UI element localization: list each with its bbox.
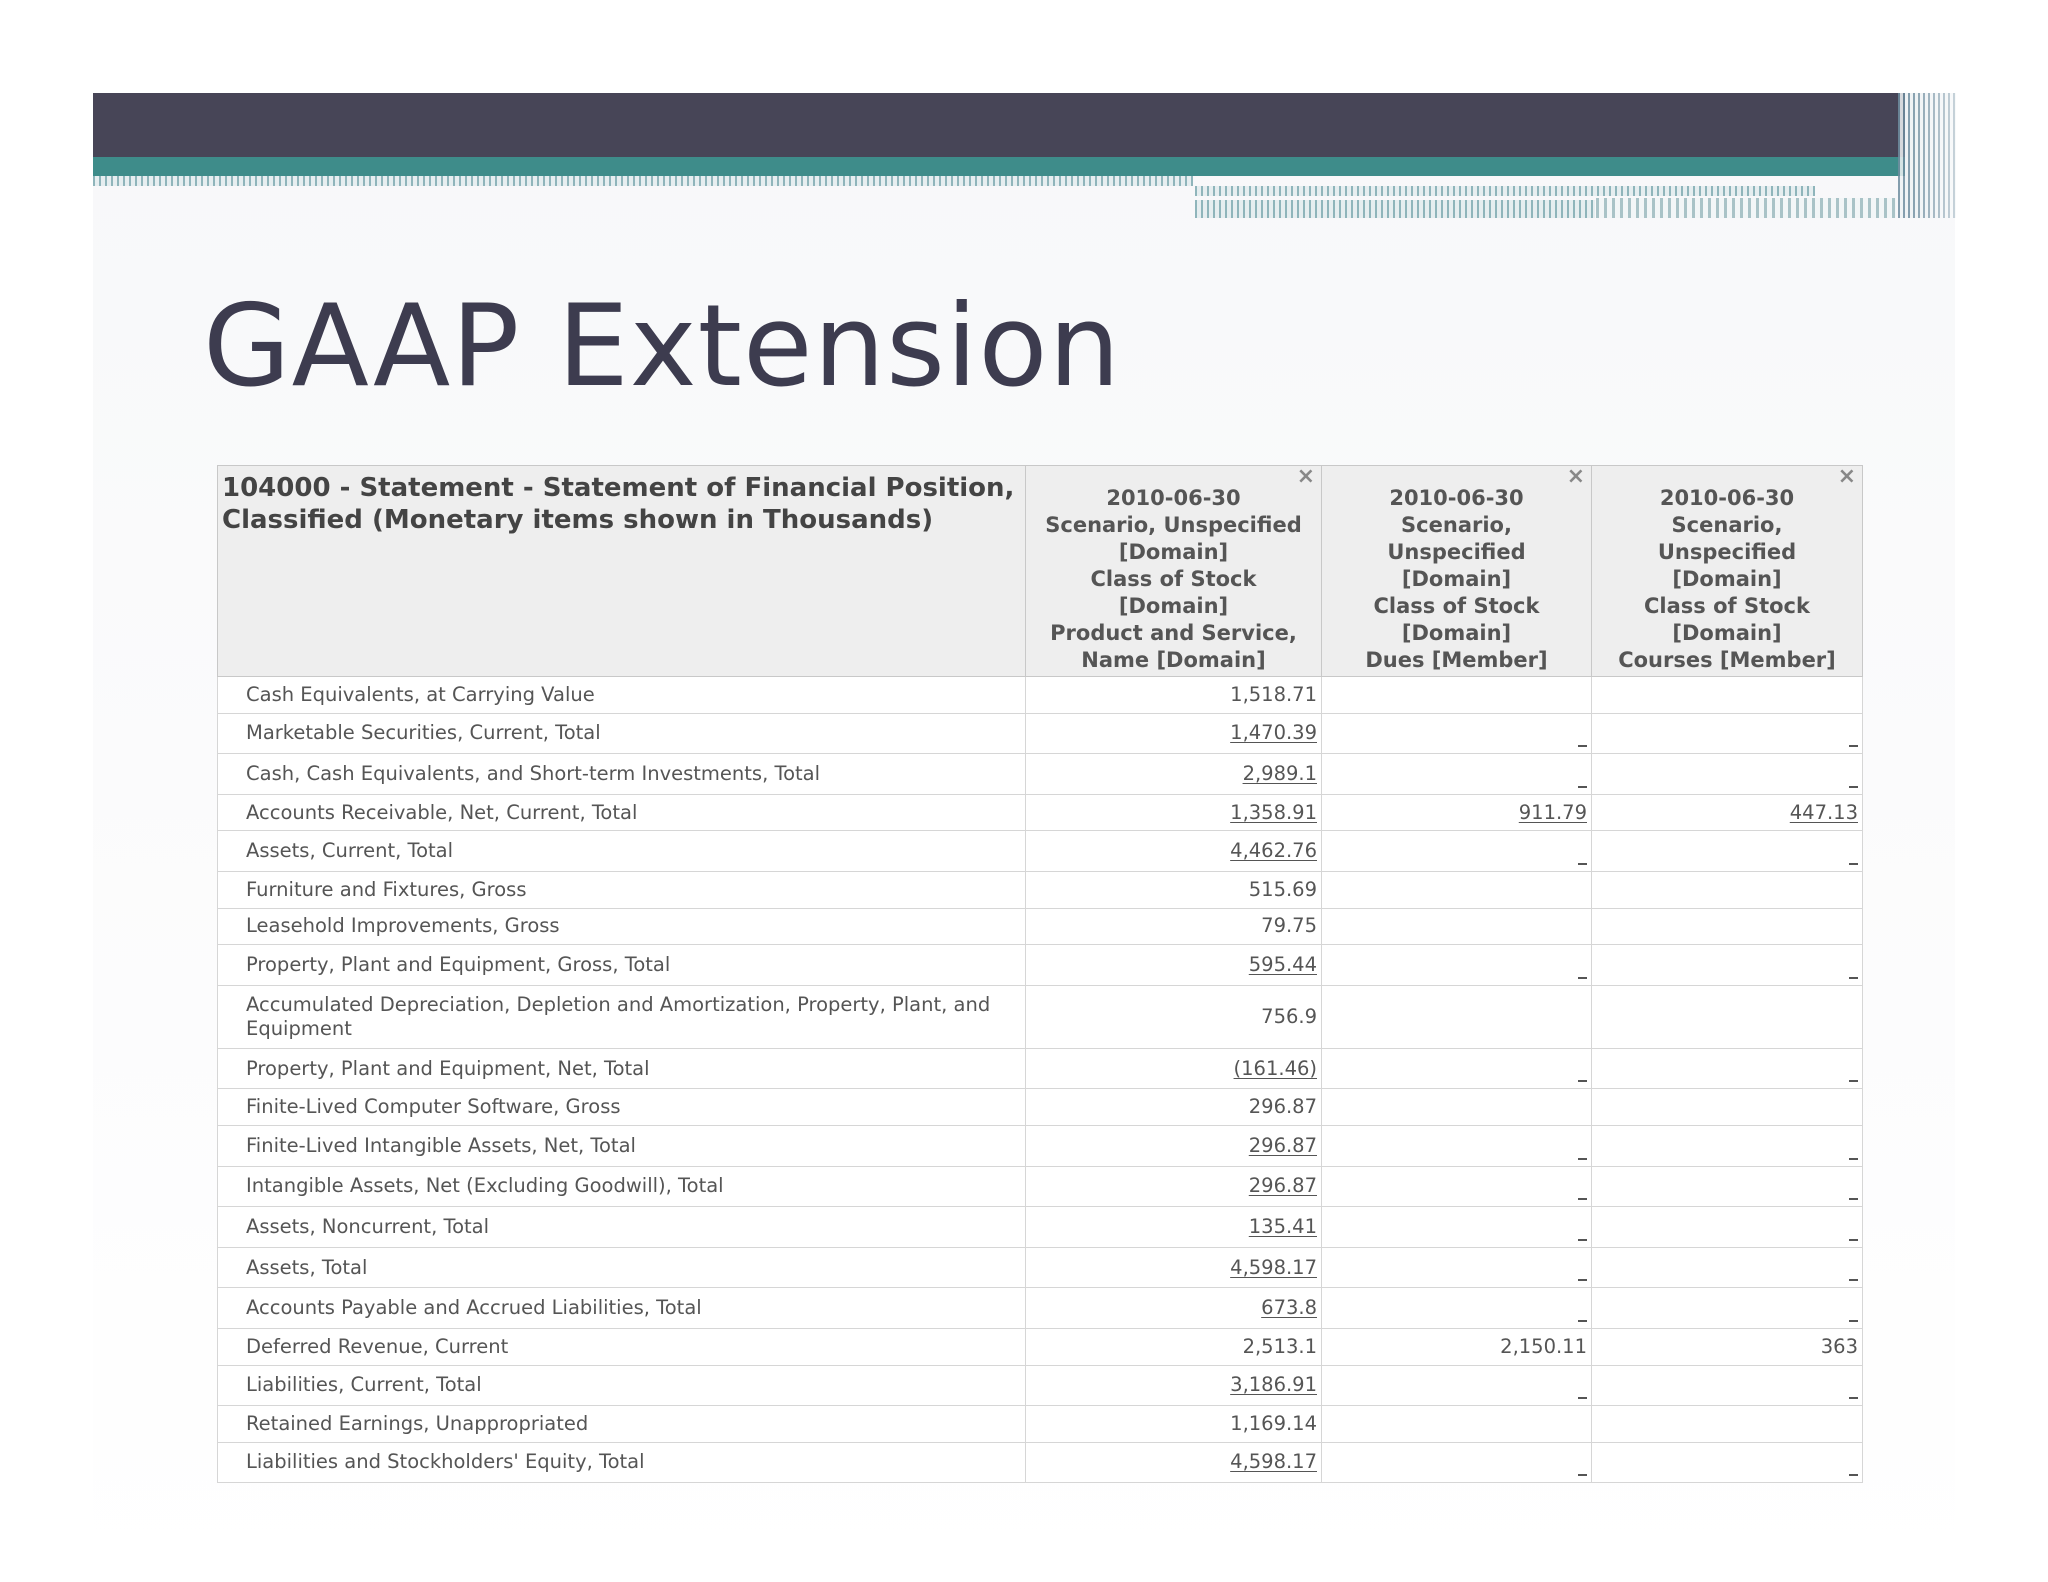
value-text: 1,518.71 xyxy=(1230,682,1317,706)
row-label: Finite-Lived Computer Software, Gross xyxy=(218,1089,1026,1126)
table-row xyxy=(218,1247,1863,1288)
value-cell xyxy=(1592,1166,1863,1207)
nil-dash xyxy=(1578,1198,1587,1200)
value-text: 4,598.17 xyxy=(1230,1450,1317,1474)
value-text: 673.8 xyxy=(1261,1296,1317,1320)
nil-dash xyxy=(1849,1158,1858,1160)
value-cell xyxy=(1592,831,1863,872)
report-title-cell xyxy=(218,466,1026,677)
value-cell xyxy=(1322,754,1592,795)
nil-dash xyxy=(1849,1198,1858,1200)
value-cell xyxy=(1322,1442,1592,1483)
value-text: 1,470.39 xyxy=(1230,721,1317,745)
row-label: Accounts Payable and Accrued Liabilities, Total xyxy=(218,1288,1026,1329)
table-row xyxy=(218,1328,1863,1365)
nil-dash xyxy=(1578,1158,1587,1160)
value-cell xyxy=(1322,713,1592,754)
header-hatch-stripe xyxy=(93,176,1193,186)
table-row xyxy=(218,1365,1863,1406)
value-text: 1,358.91 xyxy=(1230,800,1317,824)
value-cell xyxy=(1592,1125,1863,1166)
table-body xyxy=(218,677,1863,1483)
nil-dash xyxy=(1849,1397,1858,1399)
close-column-icon[interactable]: × xyxy=(1296,464,1315,489)
table-row xyxy=(218,1207,1863,1248)
value-cell xyxy=(1322,1166,1592,1207)
value-text: 447.13 xyxy=(1789,800,1858,824)
value-cell xyxy=(1592,754,1863,795)
value-text: 515.69 xyxy=(1248,877,1317,901)
report-title: 104000 - Statement - Statement of Financial Position, Classified (Monetary items shown in Thousands) xyxy=(222,473,1015,535)
nil-dash xyxy=(1578,1397,1587,1399)
row-label: Property, Plant and Equipment, Gross, Total xyxy=(218,945,1026,986)
value-cell xyxy=(1026,908,1322,945)
nil-dash xyxy=(1849,1474,1858,1476)
table-row xyxy=(218,831,1863,872)
table-row xyxy=(218,794,1863,831)
value-cell xyxy=(1026,1166,1322,1207)
row-label: Liabilities and Stockholders' Equity, Total xyxy=(218,1442,1026,1483)
column-header xyxy=(1322,466,1592,677)
table-row xyxy=(218,1089,1863,1126)
column-header xyxy=(1026,466,1322,677)
value-cell xyxy=(1592,1442,1863,1483)
value-text: 296.87 xyxy=(1248,1133,1317,1157)
table-header-row xyxy=(218,466,1863,677)
value-cell xyxy=(1322,794,1592,831)
row-label: Deferred Revenue, Current xyxy=(218,1328,1026,1365)
nil-dash xyxy=(1578,745,1587,747)
row-label: Marketable Securities, Current, Total xyxy=(218,713,1026,754)
value-cell xyxy=(1026,1048,1322,1089)
value-cell xyxy=(1026,1247,1322,1288)
value-cell xyxy=(1592,1207,1863,1248)
value-cell xyxy=(1322,1207,1592,1248)
value-text: 296.87 xyxy=(1248,1095,1317,1119)
table-row xyxy=(218,754,1863,795)
table-row xyxy=(218,1406,1863,1443)
value-cell xyxy=(1592,677,1863,714)
header-hatch-stripe xyxy=(1195,200,1595,218)
header-corner-ornament-fade xyxy=(1910,93,1956,218)
nil-dash xyxy=(1578,1239,1587,1241)
value-cell xyxy=(1322,831,1592,872)
header-band-dark xyxy=(93,93,1905,157)
value-cell xyxy=(1592,794,1863,831)
nil-dash xyxy=(1578,786,1587,788)
value-text: 296.87 xyxy=(1248,1174,1317,1198)
value-cell xyxy=(1026,1125,1322,1166)
row-label: Assets, Noncurrent, Total xyxy=(218,1207,1026,1248)
header-hatch-stripe xyxy=(1195,186,1815,196)
value-cell xyxy=(1026,713,1322,754)
table-row xyxy=(218,985,1863,1048)
value-text: 2,513.1 xyxy=(1242,1334,1317,1358)
row-label: Retained Earnings, Unappropriated xyxy=(218,1406,1026,1443)
value-cell xyxy=(1592,1406,1863,1443)
table-row xyxy=(218,945,1863,986)
row-label: Liabilities, Current, Total xyxy=(218,1365,1026,1406)
value-cell xyxy=(1026,871,1322,908)
value-cell xyxy=(1026,945,1322,986)
row-label: Assets, Total xyxy=(218,1247,1026,1288)
value-cell xyxy=(1322,985,1592,1048)
value-text: 4,462.76 xyxy=(1230,839,1317,863)
column-header-label: 2010-06-30 Scenario, Unspecified [Domain] Class of Stock [Domain] Dues [Member] xyxy=(1365,486,1548,672)
value-text: 135.41 xyxy=(1248,1214,1317,1238)
value-cell xyxy=(1592,1247,1863,1288)
value-cell xyxy=(1322,1328,1592,1365)
value-cell xyxy=(1026,1288,1322,1329)
nil-dash xyxy=(1578,1080,1587,1082)
value-cell xyxy=(1026,1207,1322,1248)
nil-dash xyxy=(1849,1320,1858,1322)
nil-dash xyxy=(1578,863,1587,865)
value-text: 2,150.11 xyxy=(1500,1334,1587,1358)
row-label: Leasehold Improvements, Gross xyxy=(218,908,1026,945)
value-cell xyxy=(1322,908,1592,945)
value-cell xyxy=(1322,1247,1592,1288)
value-cell xyxy=(1592,871,1863,908)
value-cell xyxy=(1026,1328,1322,1365)
value-cell xyxy=(1026,1089,1322,1126)
value-text: 79.75 xyxy=(1261,914,1317,938)
value-cell xyxy=(1322,677,1592,714)
value-text: 595.44 xyxy=(1248,952,1317,976)
value-text: 756.9 xyxy=(1261,1004,1317,1028)
value-cell xyxy=(1592,945,1863,986)
nil-dash xyxy=(1849,863,1858,865)
row-label: Property, Plant and Equipment, Net, Total xyxy=(218,1048,1026,1089)
nil-dash xyxy=(1849,977,1858,979)
nil-dash xyxy=(1578,1320,1587,1322)
value-text: 4,598.17 xyxy=(1230,1255,1317,1279)
nil-dash xyxy=(1849,1279,1858,1281)
table-row xyxy=(218,908,1863,945)
table-row xyxy=(218,1166,1863,1207)
row-label: Accounts Receivable, Net, Current, Total xyxy=(218,794,1026,831)
value-cell xyxy=(1592,713,1863,754)
value-cell xyxy=(1592,1288,1863,1329)
value-cell xyxy=(1322,871,1592,908)
row-label: Assets, Current, Total xyxy=(218,831,1026,872)
close-column-icon[interactable]: × xyxy=(1837,464,1856,489)
row-label: Cash, Cash Equivalents, and Short-term Investments, Total xyxy=(218,754,1026,795)
column-header xyxy=(1592,466,1863,677)
value-cell xyxy=(1026,1406,1322,1443)
value-text: (161.46) xyxy=(1233,1056,1317,1080)
value-cell xyxy=(1322,1125,1592,1166)
table-row xyxy=(218,1288,1863,1329)
value-cell xyxy=(1322,945,1592,986)
row-label: Finite-Lived Intangible Assets, Net, Total xyxy=(218,1125,1026,1166)
value-text: 363 xyxy=(1820,1334,1858,1358)
nil-dash xyxy=(1578,1474,1587,1476)
table-row xyxy=(218,713,1863,754)
row-label: Accumulated Depreciation, Depletion and Amortization, Property, Plant, and Equipment xyxy=(218,985,1026,1048)
value-cell xyxy=(1592,1048,1863,1089)
value-text: 2,989.1 xyxy=(1242,761,1317,785)
value-cell xyxy=(1592,1089,1863,1126)
value-cell xyxy=(1026,831,1322,872)
nil-dash xyxy=(1578,1279,1587,1281)
value-cell xyxy=(1322,1288,1592,1329)
header-hatch-stripe xyxy=(1596,198,1896,218)
row-label: Cash Equivalents, at Carrying Value xyxy=(218,677,1026,714)
financial-position-table xyxy=(217,465,1863,1483)
value-cell xyxy=(1322,1048,1592,1089)
nil-dash xyxy=(1849,1239,1858,1241)
slide-title: GAAP Extension xyxy=(203,280,1122,412)
value-cell xyxy=(1592,908,1863,945)
value-cell xyxy=(1026,794,1322,831)
value-cell xyxy=(1592,1365,1863,1406)
value-text: 911.79 xyxy=(1518,800,1587,824)
value-cell xyxy=(1026,1365,1322,1406)
value-text: 1,169.14 xyxy=(1230,1411,1317,1435)
value-cell xyxy=(1026,985,1322,1048)
nil-dash xyxy=(1849,745,1858,747)
row-label: Intangible Assets, Net (Excluding Goodwill), Total xyxy=(218,1166,1026,1207)
column-header-label: 2010-06-30 Scenario, Unspecified [Domain] Class of Stock [Domain] Courses [Member] xyxy=(1618,486,1836,672)
value-cell xyxy=(1026,1442,1322,1483)
column-header-label: 2010-06-30 Scenario, Unspecified [Domain] Class of Stock [Domain] Product and Service, Name [Domain] xyxy=(1045,486,1302,672)
value-cell xyxy=(1592,1328,1863,1365)
nil-dash xyxy=(1849,786,1858,788)
table-row xyxy=(218,1125,1863,1166)
value-cell xyxy=(1322,1089,1592,1126)
value-cell xyxy=(1026,754,1322,795)
row-label: Furniture and Fixtures, Gross xyxy=(218,871,1026,908)
value-cell xyxy=(1026,677,1322,714)
table-row xyxy=(218,1442,1863,1483)
table-row xyxy=(218,677,1863,714)
nil-dash xyxy=(1849,1080,1858,1082)
close-column-icon[interactable]: × xyxy=(1566,464,1585,489)
value-cell xyxy=(1592,985,1863,1048)
header-band-teal xyxy=(93,157,1905,176)
value-text: 3,186.91 xyxy=(1230,1373,1317,1397)
value-cell xyxy=(1322,1406,1592,1443)
table-row xyxy=(218,871,1863,908)
nil-dash xyxy=(1578,977,1587,979)
value-cell xyxy=(1322,1365,1592,1406)
table-row xyxy=(218,1048,1863,1089)
